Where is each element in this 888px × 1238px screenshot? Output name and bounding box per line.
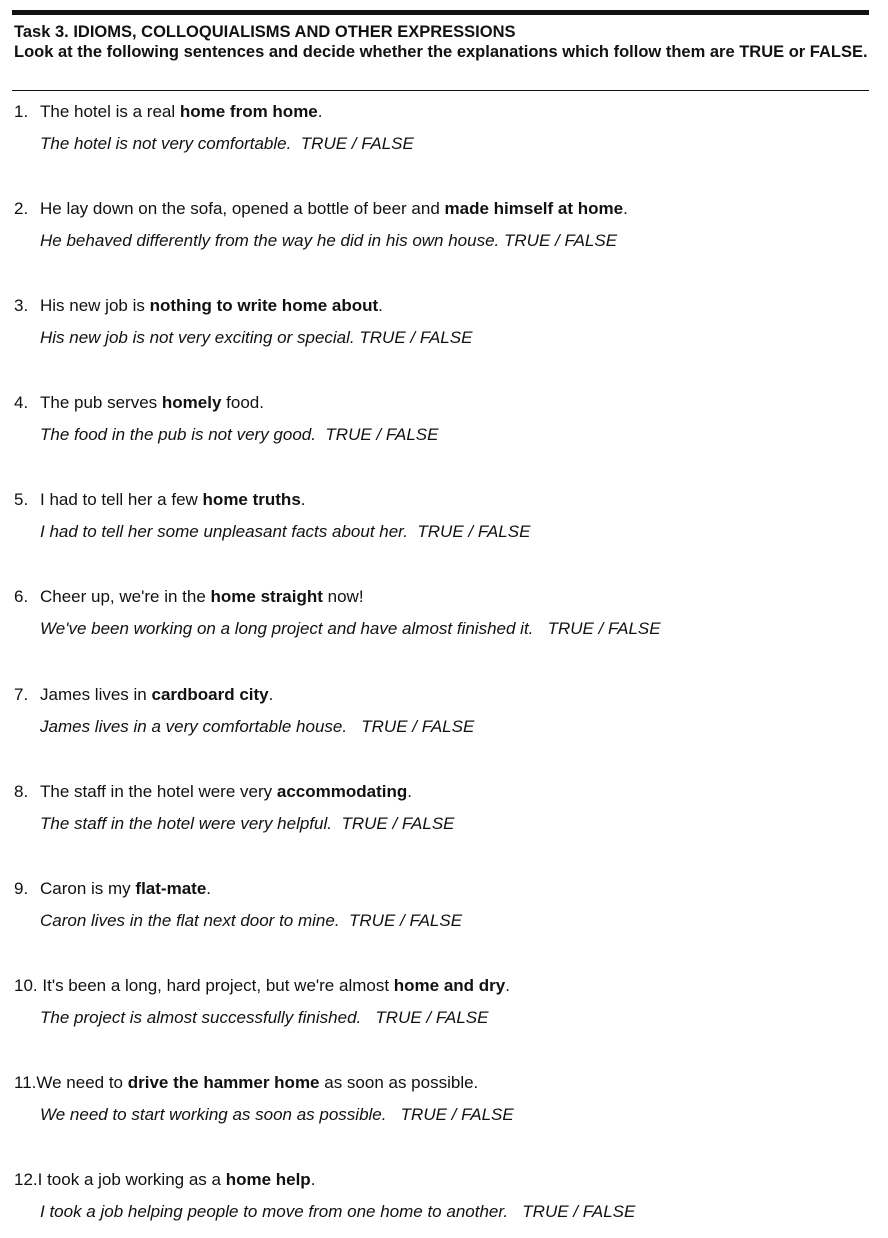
- true-false-choice[interactable]: TRUE / FALSE: [522, 1202, 636, 1221]
- explanation: Caron lives in the flat next door to mine. TRUE / FALSE: [40, 911, 463, 930]
- question-item-10: [14, 975, 874, 1029]
- question-sentence: 5. I had to tell her a few home truths.: [14, 490, 306, 509]
- explanation: The staff in the hotel were very helpful. TRUE / FALSE: [40, 814, 455, 833]
- question-number: 12.: [14, 1170, 38, 1189]
- question-sentence: 4. The pub serves homely food.: [14, 393, 264, 412]
- explanation: We need to start working as soon as possible. TRUE / FALSE: [40, 1105, 514, 1124]
- question-number: 9.: [14, 879, 29, 898]
- question-sentence: 2. He lay down on the sofa, opened a bottle of beer and made himself at home.: [14, 199, 628, 218]
- idiom-highlight: homely: [161, 393, 222, 412]
- question-number: 2.: [14, 199, 29, 218]
- question-number: 3.: [14, 296, 29, 315]
- question-number: 11.: [14, 1073, 37, 1092]
- idiom-highlight: flat-mate: [135, 879, 207, 898]
- task-title: Task 3. IDIOMS, COLLOQUIALISMS AND OTHER EXPRESSIONS: [14, 23, 516, 41]
- question-number: 1.: [14, 102, 29, 121]
- explanation: The project is almost successfully finished. TRUE / FALSE: [40, 1008, 489, 1027]
- question-sentence: 10. It's been a long, hard project, but we're almost home and dry.: [14, 976, 510, 995]
- explanation: I had to tell her some unpleasant facts about her. TRUE / FALSE: [40, 522, 531, 541]
- true-false-choice[interactable]: TRUE / FALSE: [349, 911, 463, 930]
- explanation: We've been working on a long project and have almost finished it. TRUE / FALSE: [40, 619, 661, 638]
- question-number: 8.: [14, 782, 29, 801]
- idiom-highlight: drive the hammer home: [127, 1073, 320, 1092]
- idiom-highlight: home truths: [202, 490, 301, 509]
- question-item-8: [14, 781, 874, 835]
- true-false-choice[interactable]: TRUE / FALSE: [400, 1105, 514, 1124]
- idiom-highlight: home help: [225, 1170, 311, 1189]
- question-number: 6.: [14, 587, 29, 606]
- explanation: The food in the pub is not very good. TRUE / FALSE: [40, 425, 439, 444]
- true-false-choice[interactable]: TRUE / FALSE: [361, 717, 475, 736]
- idiom-highlight: home from home: [179, 102, 318, 121]
- true-false-choice[interactable]: TRUE / FALSE: [417, 522, 531, 541]
- true-false-choice[interactable]: TRUE / FALSE: [504, 231, 618, 250]
- true-false-choice[interactable]: TRUE / FALSE: [341, 814, 455, 833]
- true-false-choice[interactable]: TRUE / FALSE: [300, 134, 414, 153]
- header-rule: [12, 90, 869, 91]
- idiom-highlight: nothing to write home about: [149, 296, 379, 315]
- question-item-1: [14, 101, 874, 155]
- question-item-2: [14, 198, 874, 252]
- question-number: 4.: [14, 393, 29, 412]
- question-sentence: 3. His new job is nothing to write home about.: [14, 296, 383, 315]
- question-item-5: [14, 489, 874, 543]
- question-sentence: 8. The staff in the hotel were very accommodating.: [14, 782, 412, 801]
- question-item-11: [14, 1072, 874, 1126]
- explanation: His new job is not very exciting or special. TRUE / FALSE: [40, 328, 473, 347]
- question-number: 10.: [14, 976, 38, 995]
- explanation: The hotel is not very comfortable. TRUE / FALSE: [40, 134, 414, 153]
- question-sentence: 1. The hotel is a real home from home.: [14, 102, 323, 121]
- question-sentence: 11.We need to drive the hammer home as soon as possible.: [14, 1073, 479, 1092]
- question-sentence: 6. Cheer up, we're in the home straight now!: [14, 587, 364, 606]
- question-number: 7.: [14, 685, 29, 704]
- question-sentence: 12.I took a job working as a home help.: [14, 1170, 316, 1189]
- task-instructions: Look at the following sentences and decide whether the explanations which follow them are TRUE or FALSE.: [14, 43, 868, 61]
- true-false-choice[interactable]: TRUE / FALSE: [359, 328, 473, 347]
- question-sentence: 9. Caron is my flat-mate.: [14, 879, 212, 898]
- true-false-choice[interactable]: TRUE / FALSE: [547, 619, 661, 638]
- explanation: He behaved differently from the way he did in his own house. TRUE / FALSE: [40, 231, 618, 250]
- idiom-highlight: made himself at home: [444, 199, 624, 218]
- idiom-highlight: home and dry: [393, 976, 506, 995]
- task-header: [14, 22, 870, 62]
- question-number: 5.: [14, 490, 29, 509]
- top-rule: [12, 10, 869, 15]
- question-item-3: [14, 295, 874, 349]
- question-item-9: [14, 878, 874, 932]
- true-false-choice[interactable]: TRUE / FALSE: [375, 1008, 489, 1027]
- question-sentence: 7. James lives in cardboard city.: [14, 685, 274, 704]
- idiom-highlight: cardboard city: [151, 685, 269, 704]
- question-item-6: [14, 586, 874, 640]
- question-item-12: [14, 1169, 874, 1223]
- true-false-choice[interactable]: TRUE / FALSE: [325, 425, 439, 444]
- question-item-4: [14, 392, 874, 446]
- idiom-highlight: accommodating: [276, 782, 408, 801]
- idiom-highlight: home straight: [210, 587, 323, 606]
- question-item-7: [14, 684, 874, 738]
- explanation: James lives in a very comfortable house. TRUE / FALSE: [40, 717, 475, 736]
- explanation: I took a job helping people to move from one home to another. TRUE / FALSE: [40, 1202, 636, 1221]
